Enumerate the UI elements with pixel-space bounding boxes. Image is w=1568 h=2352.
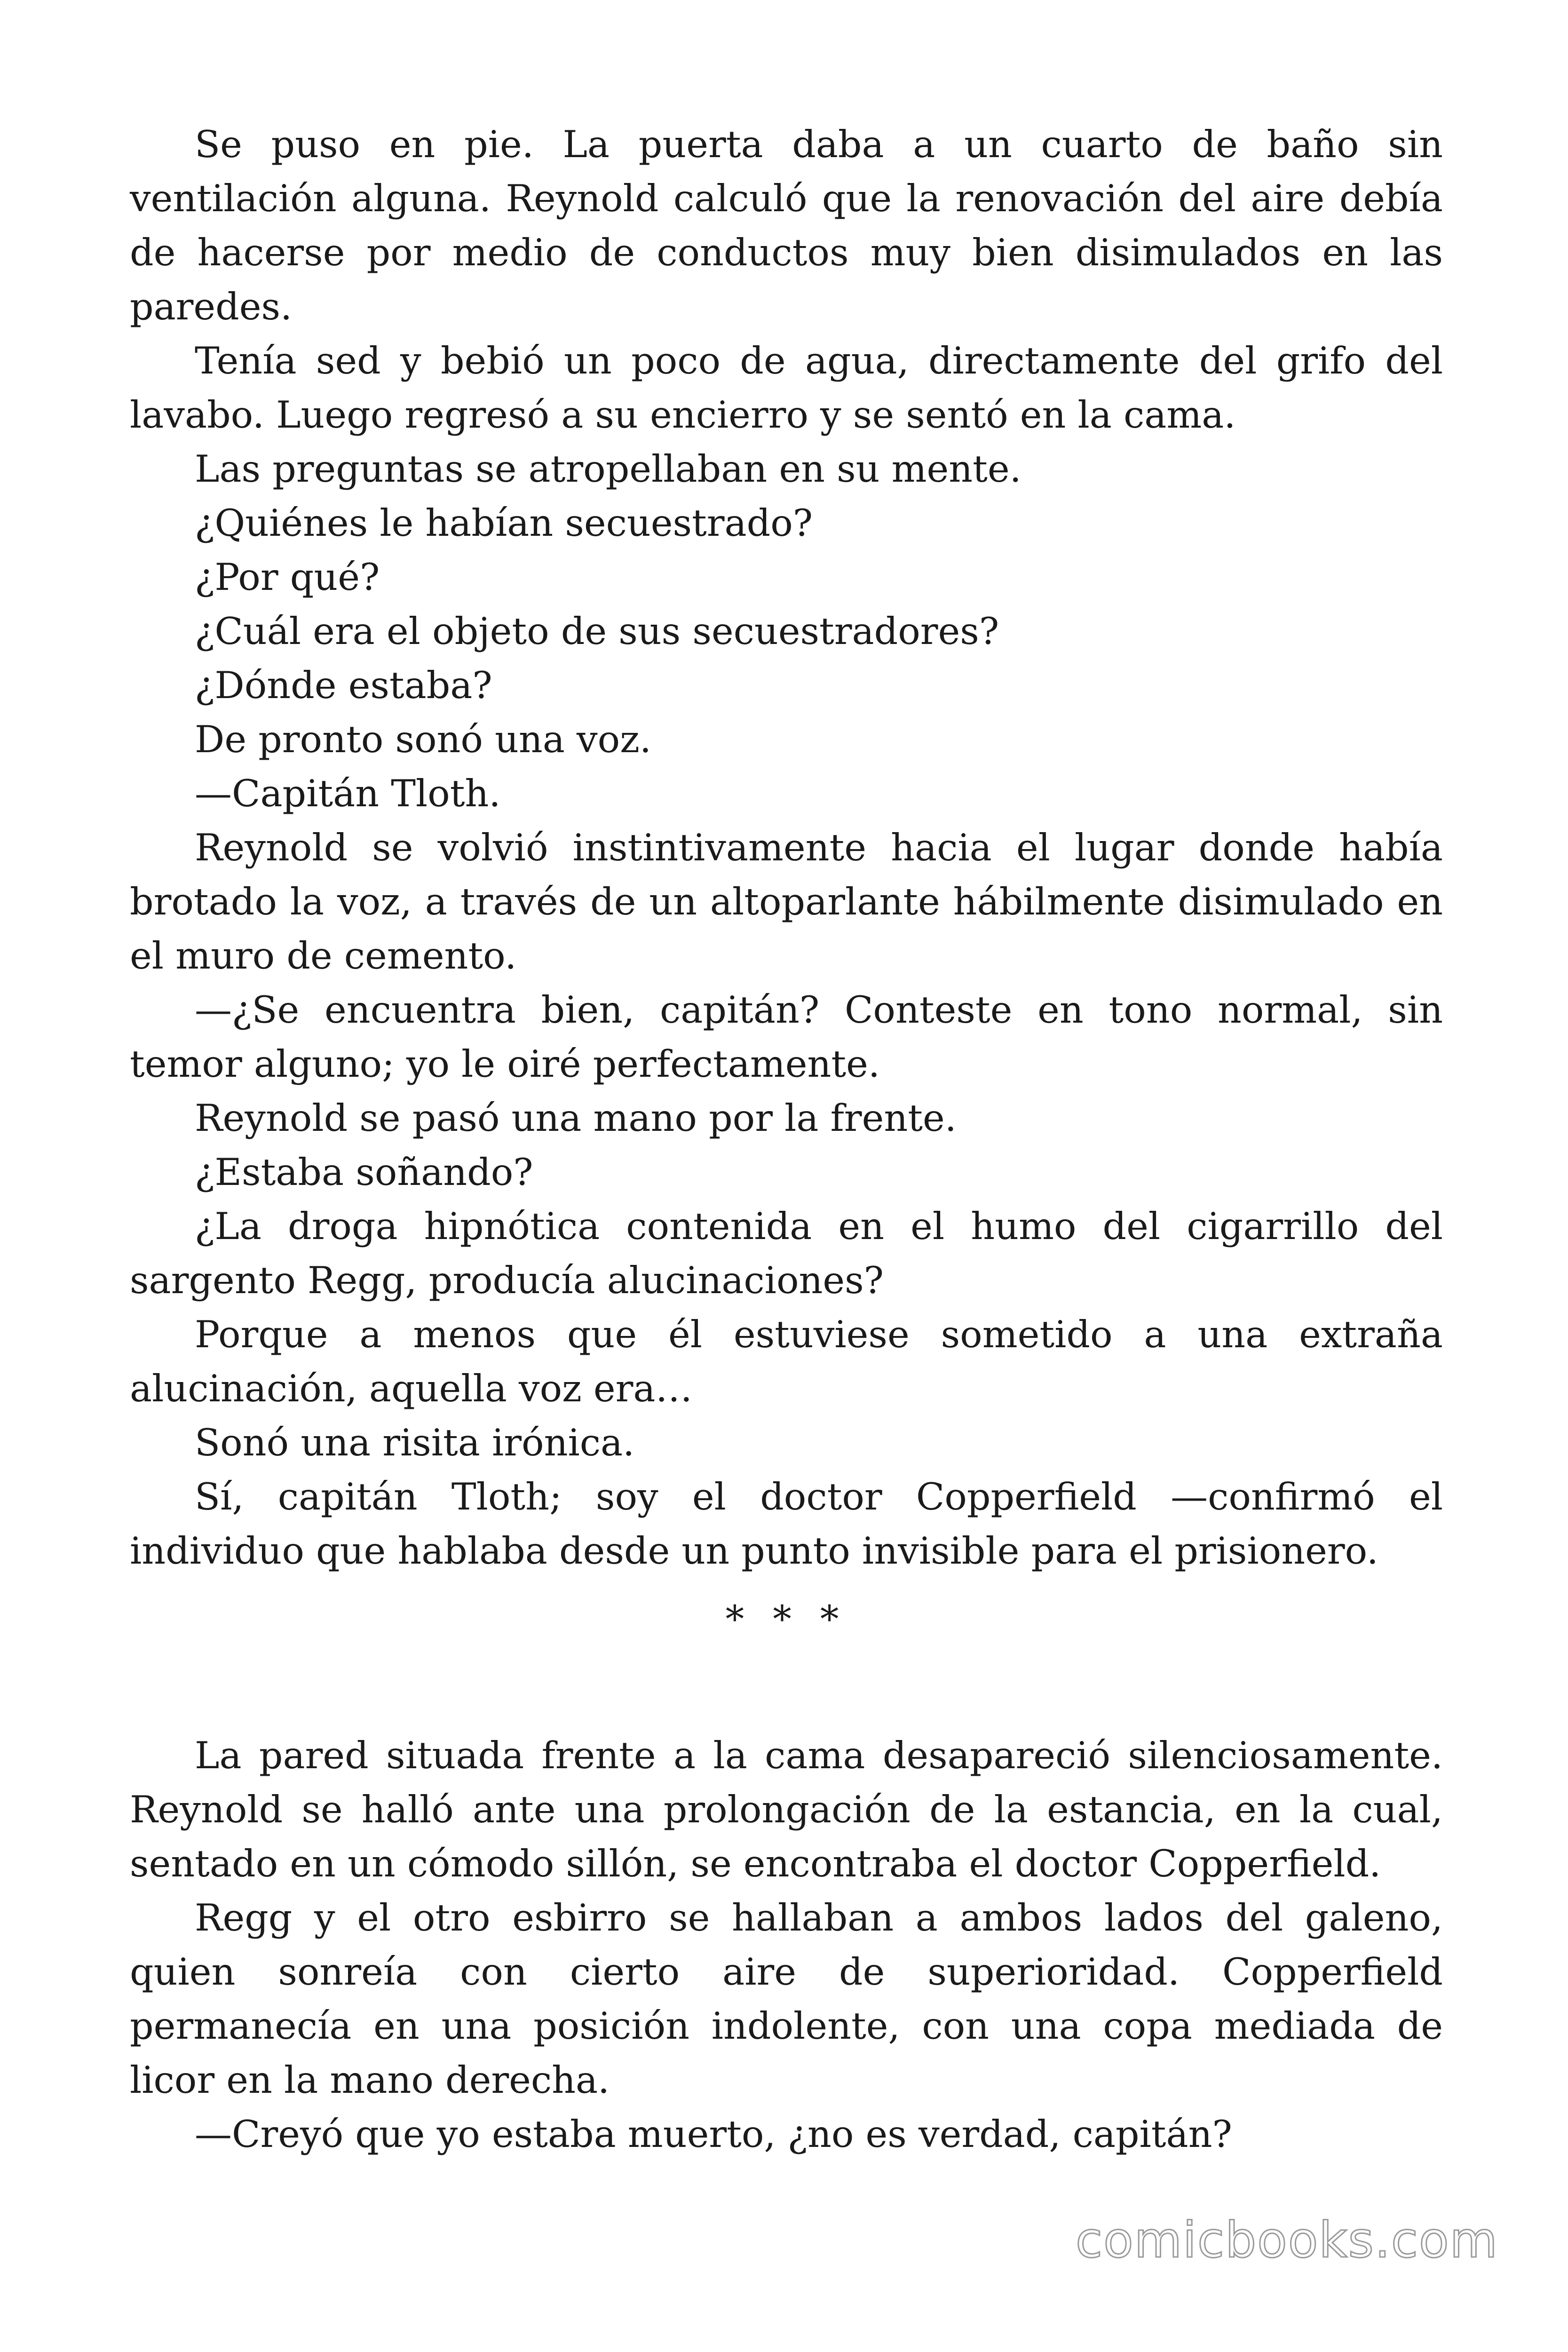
paragraph: ¿Quiénes le habían secuestrado? — [195, 501, 813, 545]
paragraph: Se puso en pie. La puerta daba a un cuarto de baño sin ventilación alguna. Reynold calculó que la renovación del aire debía de hacerse por medio de conductos muy bien disimulados en las paredes. — [130, 123, 1443, 328]
watermark: comicbooks.com — [1075, 2211, 1498, 2269]
section-separator: * * * — [725, 1597, 847, 1641]
paragraph: —¿Se encuentra bien, capitán? Conteste en tono normal, sin temor alguno; yo le oiré perfectamente. — [130, 988, 1443, 1086]
paragraph: Reynold se volvió instintivamente hacia el lugar donde había brotado la voz, a través de un altoparlante hábilmente disimulado en el muro de cemento. — [130, 826, 1443, 977]
paragraph: Tenía sed y bebió un poco de agua, directamente del grifo del lavabo. Luego regresó a su encierro y se sentó en la cama. — [130, 339, 1443, 437]
paragraph: Regg y el otro esbirro se hallaban a ambos lados del galeno, quien sonreía con cierto aire de superioridad. Copperfield permanecía en una posición indolente, con una copa mediada de licor en la mano derecha. — [130, 1896, 1443, 2102]
paragraph: Sonó una risita irónica. — [195, 1421, 635, 1464]
paragraph: Porque a menos que él estuviese sometido a una extraña alucinación, aquella voz era… — [130, 1313, 1443, 1410]
paragraph: Reynold se pasó una mano por la frente. — [195, 1097, 957, 1140]
paragraph: —Capitán Tloth. — [195, 772, 501, 815]
paragraph: La pared situada frente a la cama desapareció silenciosamente. Reynold se halló ante una prolongación de la estancia, en la cual, sentado en un cómodo sillón, se encontraba el doctor Copperfield. — [130, 1734, 1443, 1885]
paragraph: ¿La droga hipnótica contenida en el humo del cigarrillo del sargento Regg, producía alucinaciones? — [130, 1205, 1443, 1302]
paragraph: Sí, capitán Tloth; soy el doctor Copperfield —confirmó el individuo que hablaba desde un punto invisible para el prisionero. — [130, 1475, 1443, 1573]
paragraph: De pronto sonó una voz. — [195, 718, 651, 761]
paragraph: Las preguntas se atropellaban en su mente. — [195, 447, 1022, 491]
paragraph: —Creyó que yo estaba muerto, ¿no es verdad, capitán? — [195, 2113, 1232, 2156]
paragraph: ¿Dónde estaba? — [195, 664, 492, 707]
page-body — [130, 118, 1443, 2161]
paragraph: ¿Estaba soñando? — [195, 1151, 533, 1194]
paragraph: ¿Por qué? — [195, 556, 380, 599]
paragraph: ¿Cuál era el objeto de sus secuestradores? — [195, 610, 999, 653]
